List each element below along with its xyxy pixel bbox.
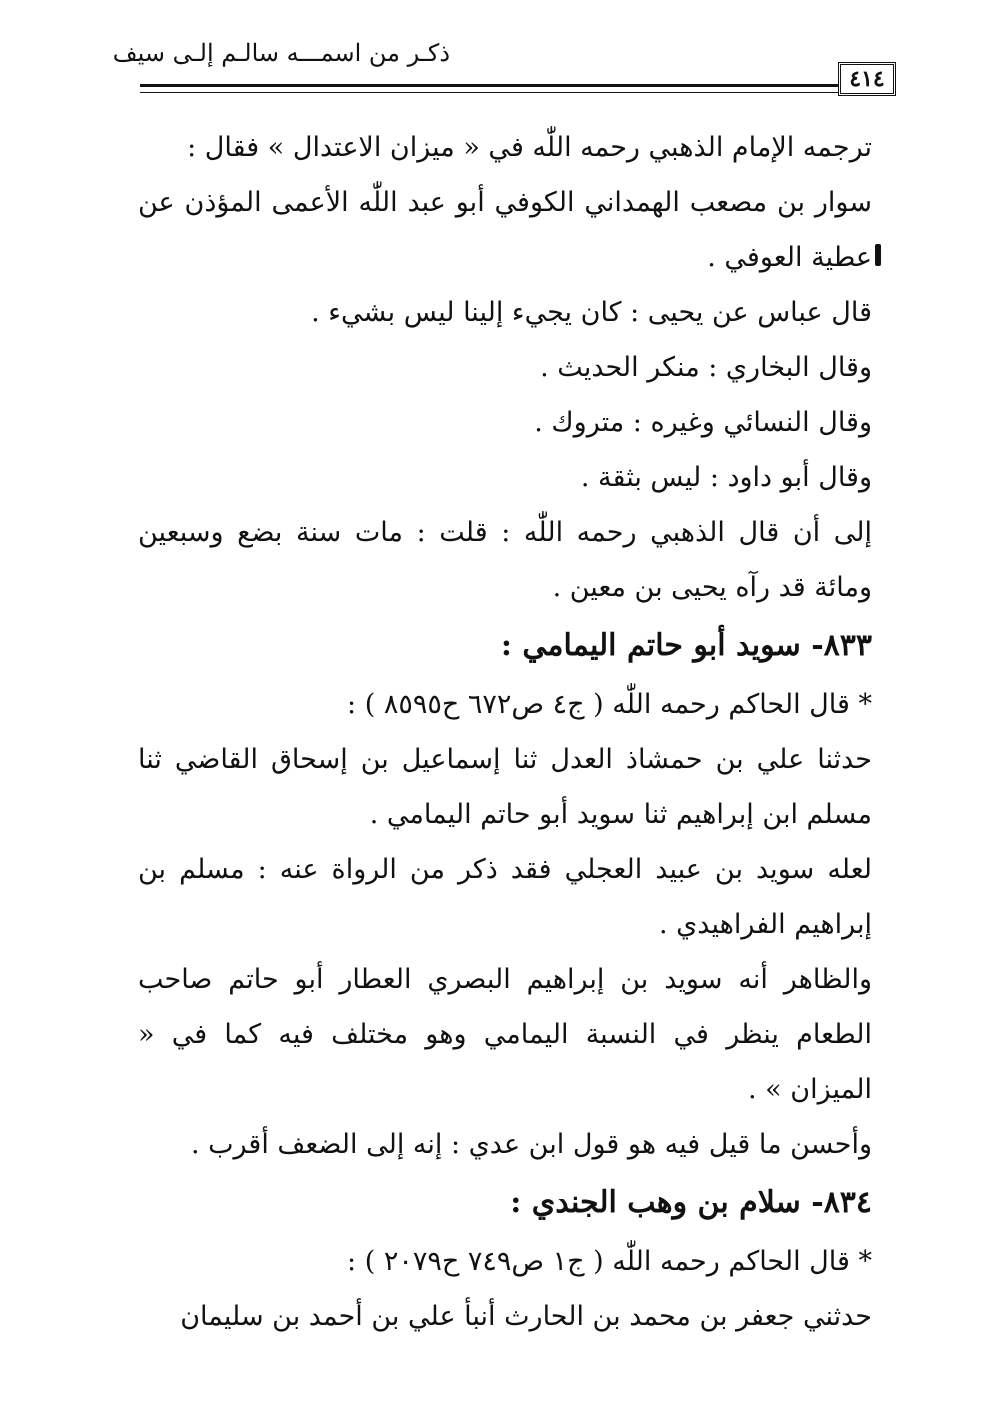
body-text [138,120,872,1344]
paragraph: وأحسن ما قيل فيه هو قول ابن عدي : إنه إلى الضعف أقرب . [190,1129,872,1160]
paragraph: حدثني جعفر بن محمد بن الحارث أنبأ علي بن أحمد بن سليمان [180,1301,872,1332]
paragraph: وقال أبو داود : ليس بثقة . [580,462,872,493]
entry-heading-833: ٨٣٣- سويد أبو حاتم اليمامي : [500,628,872,663]
page-number: ٤١٤ [838,62,896,96]
paragraph: لعله سويد بن عبيد العجلي فقد ذكر من الرواة عنه : مسلم بن إبراهيم الفراهيدي . [138,854,872,940]
paragraph: والظاهر أنه سويد بن إبراهيم البصري العطار أبو حاتم صاحب الطعام ينظر في النسبة اليمامي وهو مختلف فيه كما في « الميزان » . [138,964,872,1105]
paragraph: سوار بن مصعب الهمداني الكوفي أبو عبد اللّٰه الأعمى المؤذن عن عطية العوفي . [138,187,872,273]
running-title: ذكـر من اسمـــه سالـم إلـى سيف [112,39,450,67]
margin-mark [875,244,881,266]
entry-heading-834: ٨٣٤- سلام بن وهب الجندي : [510,1185,872,1220]
paragraph: إلى أن قال الذهبي رحمه اللّٰه : قلت : مات سنة بضع وسبعين ومائة قد رآه يحيى بن معين . [138,517,872,603]
header-rule-thin [140,92,838,93]
paragraph: * قال الحاكم رحمه اللّٰه ( ج٤ ص٦٧٢ ح٨٥٩٥ ) : [347,689,872,720]
paragraph: وقال النسائي وغيره : متروك . [534,407,872,438]
paragraph: قال عباس عن يحيى : كان يجيء إلينا ليس بشيء . [311,297,872,328]
paragraph: حدثنا علي بن حمشاذ العدل ثنا إسماعيل بن إسحاق القاضي ثنا مسلم ابن إبراهيم ثنا سويد أبو حاتم اليمامي . [138,744,872,830]
paragraph: وقال البخاري : منكر الحديث . [540,352,872,383]
paragraph: * قال الحاكم رحمه اللّٰه ( ج١ ص٧٤٩ ح٢٠٧٩ ) : [347,1246,872,1277]
paragraph: ترجمه الإمام الذهبي رحمه اللّٰه في « ميزان الاعتدال » فقال : [187,132,872,163]
header-rule-thick [140,84,838,87]
